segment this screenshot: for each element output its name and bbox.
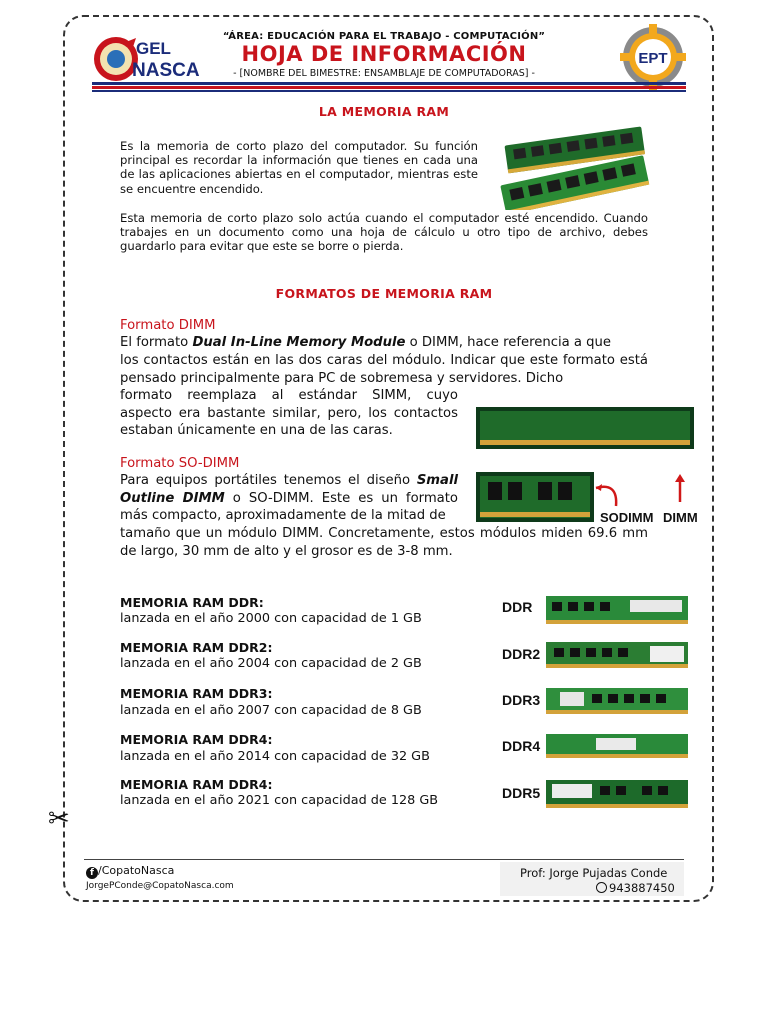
ept-gear-logo [620,24,686,90]
memory-title: MEMORIA RAM DDR3: [120,686,273,701]
ddr-modules-image [546,594,688,814]
header-divider [92,82,686,85]
teacher-name: Prof: Jorge Pujadas Conde [520,866,668,880]
dimm-line-1: El formato Dual In-Line Memory Module o DIMM, hace referencia a que [120,335,611,350]
dimm-heading: Formato DIMM [120,318,216,333]
whatsapp-icon [596,882,607,893]
sodimm-description-rest: tamaño que un módulo DIMM. Concretamente, estos módulos miden 69.6 mm de largo, 30 mm de alto y el grosor es de 3-8 mm. [120,526,648,559]
ddr-label: DDR2 [502,646,541,662]
ddr3-module [546,688,688,714]
memory-title: MEMORIA RAM DDR2: [120,640,273,655]
ddr5-module [546,780,688,808]
header-subtitle: - [NOMBRE DEL BIMESTRE: ENSAMBLAJE DE COMPUTADORAS] - [233,68,535,79]
page-title: HOJA DE INFORMACIÓN [241,42,527,66]
dimm-sodimm-image [468,402,698,526]
memory-desc: lanzada en el año 2014 con capacidad de 32 GB [120,749,430,764]
sodimm-description: Para equipos portátiles tenemos el diseño Small Outline DIMM o SO-DIMM. Este es un formato más compacto, aproximadamente de la mitad de [120,473,458,524]
sodimm-term-1: Small [416,473,458,488]
ddr4-module [546,734,688,758]
dimm-description-narrow: formato reemplaza al estándar SIMM, cuyo aspecto era bastante similar, pero, los contactos estaban únicamente en una de las caras. [120,388,458,439]
ram-modules-image [500,126,650,210]
ugel-nasca-logo [92,30,202,88]
memory-desc: lanzada en el año 2007 con capacidad de 8 GB [120,703,422,718]
facebook-handle[interactable]: f /CopatoNasca [86,864,174,879]
header-area: “ÁREA: EDUCACIÓN PARA EL TRABAJO - COMPUTACIÓN” [222,31,546,42]
facebook-icon: f [86,867,98,879]
section-title-formats: FORMATOS DE MEMORIA RAM [275,286,493,301]
section-title-ram: LA MEMORIA RAM [318,104,450,119]
footer-divider [84,859,684,860]
memory-desc: lanzada en el año 2021 con capacidad de 128 GB [120,793,439,808]
footer-email[interactable]: JorgePConde@CopatoNasca.com [86,881,234,891]
ddr-module [546,596,688,624]
ddr2-module [546,642,688,668]
ram-paragraph-2: Esta memoria de corto plazo solo actúa cuando el computador esté encendido. Cuando trabajes en un documento como una hoja de cálculo u otro tipo de archivo, debes guardarlo para evitar que este se borre o pierda. [120,211,648,254]
sodimm-term-2: Outline DIMM [120,490,225,506]
ddr-label: DDR4 [502,738,541,754]
memory-desc: lanzada en el año 2004 con capacidad de 2 GB [120,656,422,671]
memory-title: MEMORIA RAM DDR4: [120,732,273,747]
logo-ept-text: EPT [638,50,668,67]
header-divider-red [92,86,686,89]
memory-desc: lanzada en el año 2000 con capacidad de 1 GB [120,611,422,626]
memory-title: MEMORIA RAM DDR: [120,595,264,610]
phone-number: 943887450 [596,881,675,895]
logo-nasca-text: NASCA [132,60,200,81]
scissors-icon: ✂ [48,804,70,834]
header-divider-bottom [92,90,686,92]
logo-ugel-text: GEL [136,39,171,58]
ram-paragraph-1: Es la memoria de corto plazo del computador. Su función principal es recordar la información que tienes en cada una de las aplicaciones abiertas en el computador, mientras este se encuentre encendido. [120,139,478,196]
sodimm-heading: Formato SO-DIMM [120,456,240,471]
dimm-label: DIMM [663,510,698,525]
ddr-label: DDR5 [502,785,541,801]
memory-title: MEMORIA RAM DDR4: [120,777,273,792]
ddr-label: DDR [502,599,533,615]
ddr-label: DDR3 [502,692,541,708]
dimm-term: Dual In-Line Memory Module [192,335,406,350]
sodimm-label: SODIMM [600,510,654,525]
dimm-description: los contactos están en las dos caras del módulo. Indicar que este formato está pensado principalmente para PC de sobremesa y servidores. Dicho [120,353,648,386]
